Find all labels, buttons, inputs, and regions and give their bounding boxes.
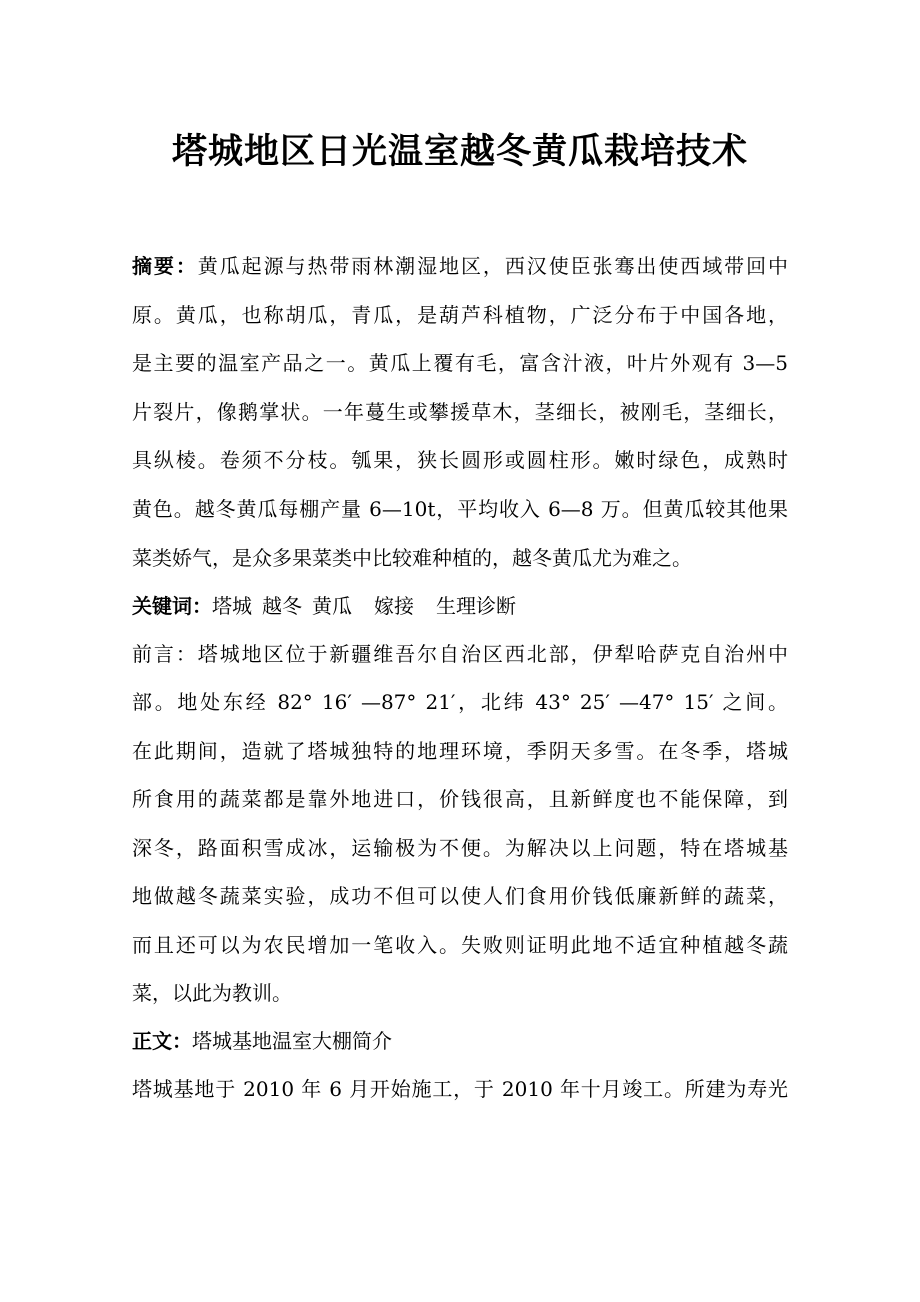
abstract-section [132,249,788,575]
abstract-label: 摘要： [132,254,198,278]
keyword-item: 生理诊断 [436,593,516,618]
body-label: 正文： [132,1029,192,1054]
preface-line: 在此期间，造就了塔城独特的地理环境，季阴天多雪。在冬季，塔城 [132,738,788,763]
abstract-line: 原。黄瓜，也称胡瓜，青瓜，是葫芦科植物，广泛分布于中国各地， [132,302,788,327]
body-heading: 塔城基地温室大棚简介 [192,1029,392,1054]
abstract-line: 摘要：黄瓜起源与热带雨林潮湿地区，西汉使臣张骞出使西域带回中 [132,254,789,278]
keyword-item: 塔城 [212,593,252,618]
keyword-item: 黄瓜 [312,593,352,618]
abstract-line: 是主要的温室产品之一。黄瓜上覆有毛，富含汁液，叶片外观有 3—5 [132,351,788,376]
keyword-item: 嫁接 [374,593,414,618]
body-heading-line [132,1024,788,1058]
abstract-line: 黄色。越冬黄瓜每棚产量 6—10t，平均收入 6—8 万。但黄瓜较其他果 [132,496,788,521]
preface-line: 深冬，路面积雪成冰，运输极为不便。为解决以上问题，特在塔城基 [132,835,788,860]
preface-line: 部。地处东经 82° 16′ —87° 21′，北纬 43° 25′ —47° 15′ 之间。 [132,690,788,715]
preface-section [132,637,788,1011]
keyword-item: 越冬 [262,593,302,618]
abstract-line: 菜类娇气，是众多果菜类中比较难种植的，越冬黄瓜尤为难之。 [132,545,692,570]
body-line: 塔城基地于 2010 年 6 月开始施工，于 2010 年十月竣工。所建为寿光 [132,1077,788,1102]
keywords-line [132,589,788,623]
preface-line: 前言：塔城地区位于新疆维吾尔自治区西北部，伊犁哈萨克自治州中 [132,641,788,666]
keywords-label: 关键词： [132,593,212,618]
preface-line: 地做越冬蔬菜实验，成功不但可以使人们食用价钱低廉新鲜的蔬菜， [132,884,788,909]
body-section [132,1072,788,1106]
preface-line: 所食用的蔬菜都是靠外地进口，价钱很高，且新鲜度也不能保障，到 [132,787,788,812]
document-title: 塔城地区日光温室越冬黄瓜栽培技术 [171,131,748,172]
preface-line: 而且还可以为农民增加一笔收入。失败则证明此地不适宜种植越冬蔬 [132,932,788,957]
abstract-line: 具纵棱。卷须不分枝。瓠果，狭长圆形或圆柱形。嫩时绿色，成熟时 [132,448,788,473]
preface-line: 菜，以此为教训。 [132,981,292,1006]
abstract-line: 片裂片，像鹅掌状。一年蔓生或攀援草木，茎细长，被刚毛，茎细长， [132,399,788,424]
